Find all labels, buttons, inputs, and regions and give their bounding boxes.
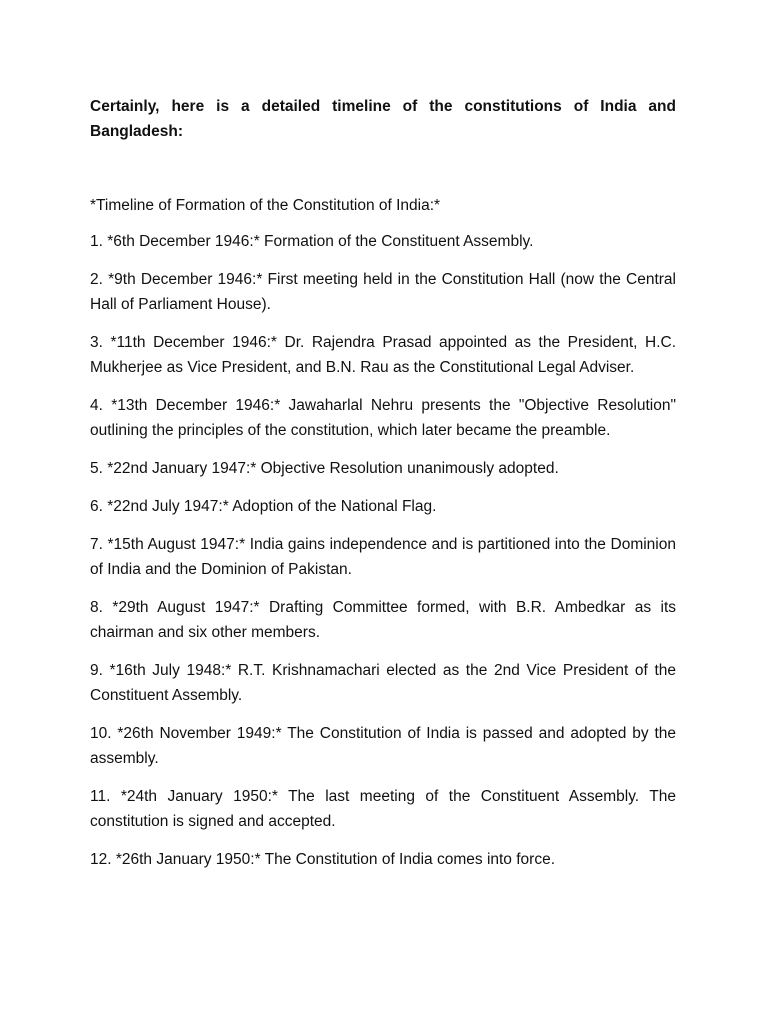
timeline-item: 8. *29th August 1947:* Drafting Committee formed, with B.R. Ambedkar as its chairman and six other members.	[90, 599, 676, 641]
timeline-item: 12. *26th January 1950:* The Constitution of India comes into force.	[90, 851, 555, 868]
timeline-item: 6. *22nd July 1947:* Adoption of the National Flag.	[90, 498, 437, 515]
timeline-item: 3. *11th December 1946:* Dr. Rajendra Prasad appointed as the President, H.C. Mukherjee as Vice President, and B.N. Rau as the Constitutional Legal Adviser.	[90, 334, 676, 376]
timeline-list	[90, 229, 676, 872]
timeline-item: 9. *16th July 1948:* R.T. Krishnamachari elected as the 2nd Vice President of the Constituent Assembly.	[90, 662, 676, 704]
timeline-item: 10. *26th November 1949:* The Constitution of India is passed and adopted by the assembly.	[90, 725, 676, 767]
document-body	[90, 94, 676, 885]
timeline-item: 11. *24th January 1950:* The last meeting of the Constituent Assembly. The constitution is signed and accepted.	[90, 788, 676, 830]
timeline-item: 7. *15th August 1947:* India gains independence and is partitioned into the Dominion of India and the Dominion of Pakistan.	[90, 536, 676, 578]
timeline-item: 4. *13th December 1946:* Jawaharlal Nehru presents the "Objective Resolution" outlining the principles of the constitution, which later became the preamble.	[90, 397, 676, 439]
timeline-item: 1. *6th December 1946:* Formation of the Constituent Assembly.	[90, 233, 534, 250]
document-heading: Certainly, here is a detailed timeline of the constitutions of India and Bangladesh:	[90, 98, 676, 140]
timeline-item: 2. *9th December 1946:* First meeting held in the Constitution Hall (now the Central Hall of Parliament House).	[90, 271, 676, 313]
timeline-subheading: *Timeline of Formation of the Constitution of India:*	[90, 197, 441, 214]
timeline-item: 5. *22nd January 1947:* Objective Resolution unanimously adopted.	[90, 460, 559, 477]
